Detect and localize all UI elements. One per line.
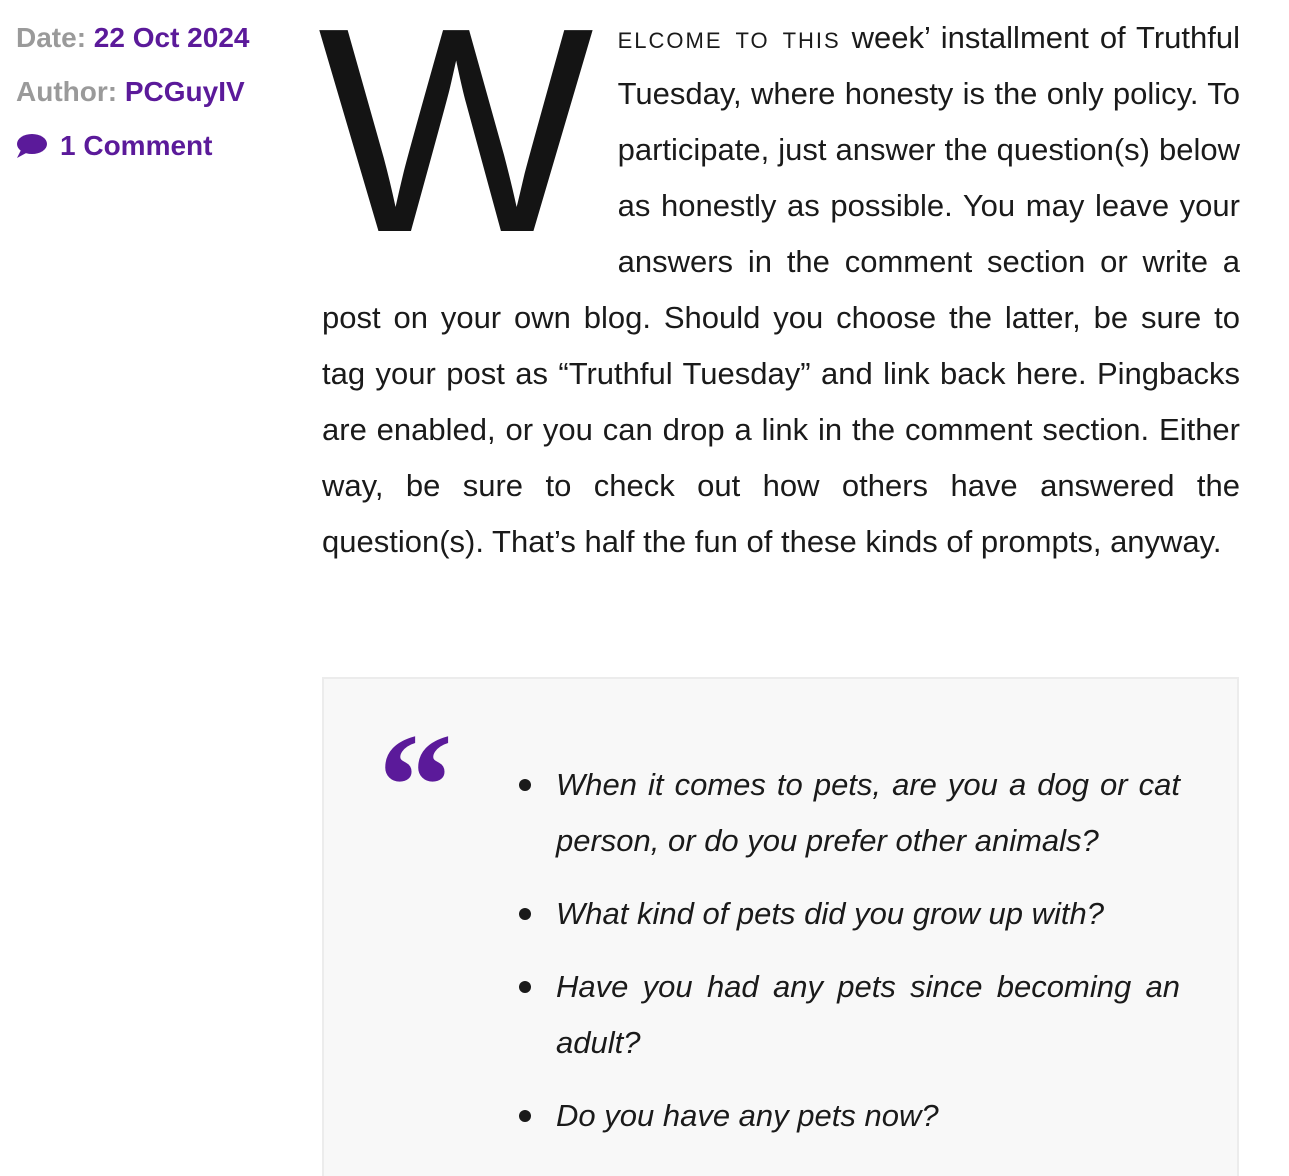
- intro-lead-smallcaps: elcome to this: [617, 20, 841, 55]
- comments-count-label: 1 Comment: [60, 130, 213, 161]
- bullet-icon: [519, 981, 531, 993]
- intro-paragraph: [318, 0, 1240, 570]
- post-author: [16, 72, 306, 126]
- question-list: [556, 757, 1180, 1161]
- speech-bubble-icon: [16, 133, 48, 159]
- comments-link[interactable]: [16, 126, 212, 166]
- post-comments: [16, 126, 306, 180]
- post-meta: [16, 18, 306, 180]
- post-date: [16, 18, 306, 72]
- quote-mark-icon: “: [378, 703, 453, 869]
- post-content: [318, 0, 1240, 570]
- bullet-icon: [519, 779, 531, 791]
- author-label: Author:: [16, 76, 118, 107]
- list-item: [556, 757, 1180, 869]
- bullet-icon: [519, 908, 531, 920]
- date-link[interactable]: 22 Oct 2024: [93, 22, 250, 53]
- question-blockquote: [322, 677, 1239, 1176]
- drop-cap: W: [318, 0, 588, 293]
- list-item: [556, 959, 1180, 1071]
- bullet-icon: [519, 1110, 531, 1122]
- author-link[interactable]: PCGuyIV: [124, 76, 245, 107]
- question-text: What kind of pets did you grow up with?: [556, 896, 1104, 931]
- intro-text: week’ installment of Truthful Tuesday, where honesty is the only policy. To participate, just answer the question(s) below as honestly as possible. You may leave your answers in the comment section or write a post on your own blog. Should you choose the latter, be sure to tag your post as “Truthful Tuesday” and link back here. Pingbacks are enabled, or you can drop a link in the comment section. Either way, be sure to check out how others have answered the question(s). That’s half the fun of these kinds of prompts, anyway.: [322, 20, 1240, 559]
- date-label: Date:: [16, 22, 87, 53]
- question-text: Do you have any pets now?: [556, 1098, 939, 1133]
- question-text: Have you had any pets since becoming an adult?: [556, 969, 1180, 1060]
- list-item: [556, 886, 1180, 942]
- list-item: [556, 1088, 1180, 1144]
- question-text: When it comes to pets, are you a dog or cat person, or do you prefer other animals?: [556, 767, 1180, 858]
